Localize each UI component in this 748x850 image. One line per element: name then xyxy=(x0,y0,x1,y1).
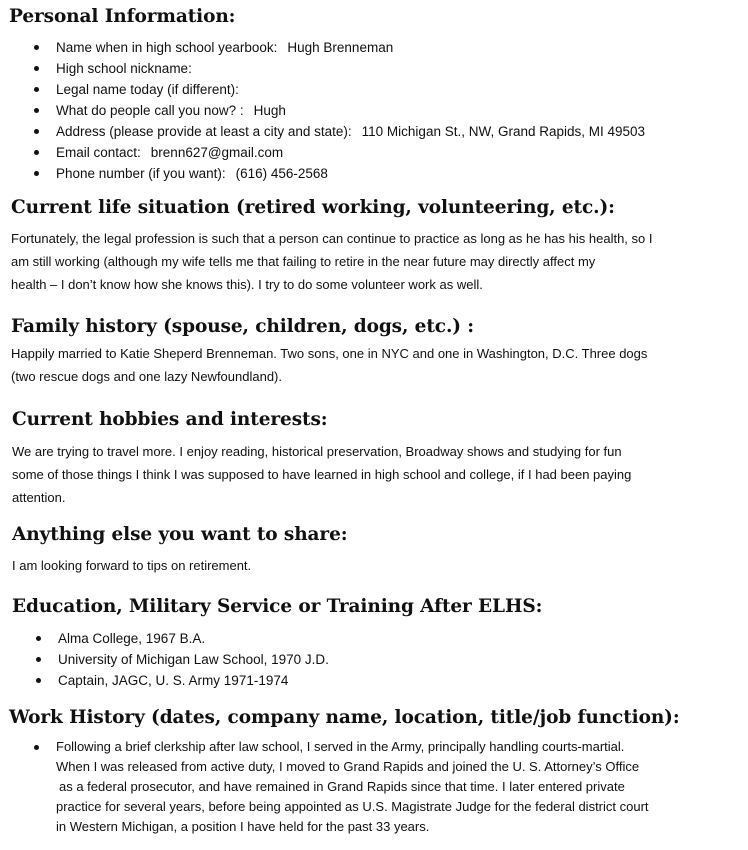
field-value: 110 Michigan St., NW, Grand Rapids, MI 49503 xyxy=(361,124,646,139)
field-label: Legal name today (if different): xyxy=(56,82,239,97)
text-line: as a federal prosecutor, and have remained in Grand Rapids since that time. I later entered private xyxy=(59,779,625,794)
text-line: some of those things I think I was supposed to have learned in high school and college, if I had been paying xyxy=(12,467,632,482)
list-item xyxy=(34,163,645,184)
list-item xyxy=(34,121,645,142)
field-label: High school nickname: xyxy=(56,61,192,76)
field-label: Phone number (if you want): xyxy=(56,166,226,181)
text-line: Happily married to Katie Sheperd Brenneman. Two sons, one in NYC and one in Washington, D.C. Three dogs xyxy=(11,346,648,361)
list-item: Alma College, 1967 B.A. xyxy=(36,628,329,649)
field-label: Name when in high school yearbook: xyxy=(56,40,278,55)
list-item: Captain, JAGC, U. S. Army 1971-1974 xyxy=(36,670,329,691)
family-text xyxy=(11,342,741,388)
field-value: (616) 456-2568 xyxy=(235,166,328,181)
list-item xyxy=(34,737,740,837)
text-line: practice for several years, before being appointed as U.S. Magistrate Judge for the federal district court xyxy=(56,799,649,814)
work-history-heading: Work History (dates, company name, location, title/job function): xyxy=(9,707,680,728)
text-line: We are trying to travel more. I enjoy reading, historical preservation, Broadway shows and studying for fun xyxy=(12,444,622,459)
personal-info-heading: Personal Information: xyxy=(9,6,236,27)
work-history-list xyxy=(34,737,740,837)
field-label: Address (please provide at least a city and state): xyxy=(56,124,352,139)
list-item xyxy=(34,58,645,79)
field-label: What do people call you now? : xyxy=(56,103,244,118)
education-list xyxy=(36,628,329,691)
list-item xyxy=(34,100,645,121)
text-line: Fortunately, the legal profession is such that a person can continue to practice as long as he has his health, so I xyxy=(11,231,653,246)
field-value: brenn627@gmail.com xyxy=(150,145,284,160)
current-life-heading: Current life situation (retired working, volunteering, etc.): xyxy=(11,197,615,218)
list-item xyxy=(34,37,645,58)
text-line: health – I don’t know how she knows this). I try to do some volunteer work as well. xyxy=(11,277,483,292)
anything-else-text xyxy=(12,554,742,577)
education-heading: Education, Military Service or Training After ELHS: xyxy=(12,596,543,617)
family-heading: Family history (spouse, children, dogs, etc.) : xyxy=(11,316,475,337)
hobbies-text xyxy=(12,440,742,509)
field-label: Email contact: xyxy=(56,145,141,160)
list-item: University of Michigan Law School, 1970 J.D. xyxy=(36,649,329,670)
personal-info-list xyxy=(34,37,645,184)
field-value: Hugh Brenneman xyxy=(287,40,394,55)
text-line: am still working (although my wife tells me that failing to retire in the near future may directly affect my xyxy=(11,254,596,269)
field-value: Hugh xyxy=(253,103,286,118)
text-line: When I was released from active duty, I moved to Grand Rapids and joined the U. S. Attorney’s Office xyxy=(56,759,640,774)
hobbies-heading: Current hobbies and interests: xyxy=(12,409,328,430)
current-life-text xyxy=(11,227,741,296)
anything-else-heading: Anything else you want to share: xyxy=(12,524,348,545)
list-item xyxy=(34,142,645,163)
text-line: Following a brief clerkship after law school, I served in the Army, principally handling courts-martial. xyxy=(56,739,625,754)
text-line: in Western Michigan, a position I have held for the past 33 years. xyxy=(56,819,430,834)
text-line: attention. xyxy=(12,490,66,505)
text-line: I am looking forward to tips on retirement. xyxy=(12,558,252,573)
text-line: (two rescue dogs and one lazy Newfoundland). xyxy=(11,369,282,384)
list-item xyxy=(34,79,645,100)
